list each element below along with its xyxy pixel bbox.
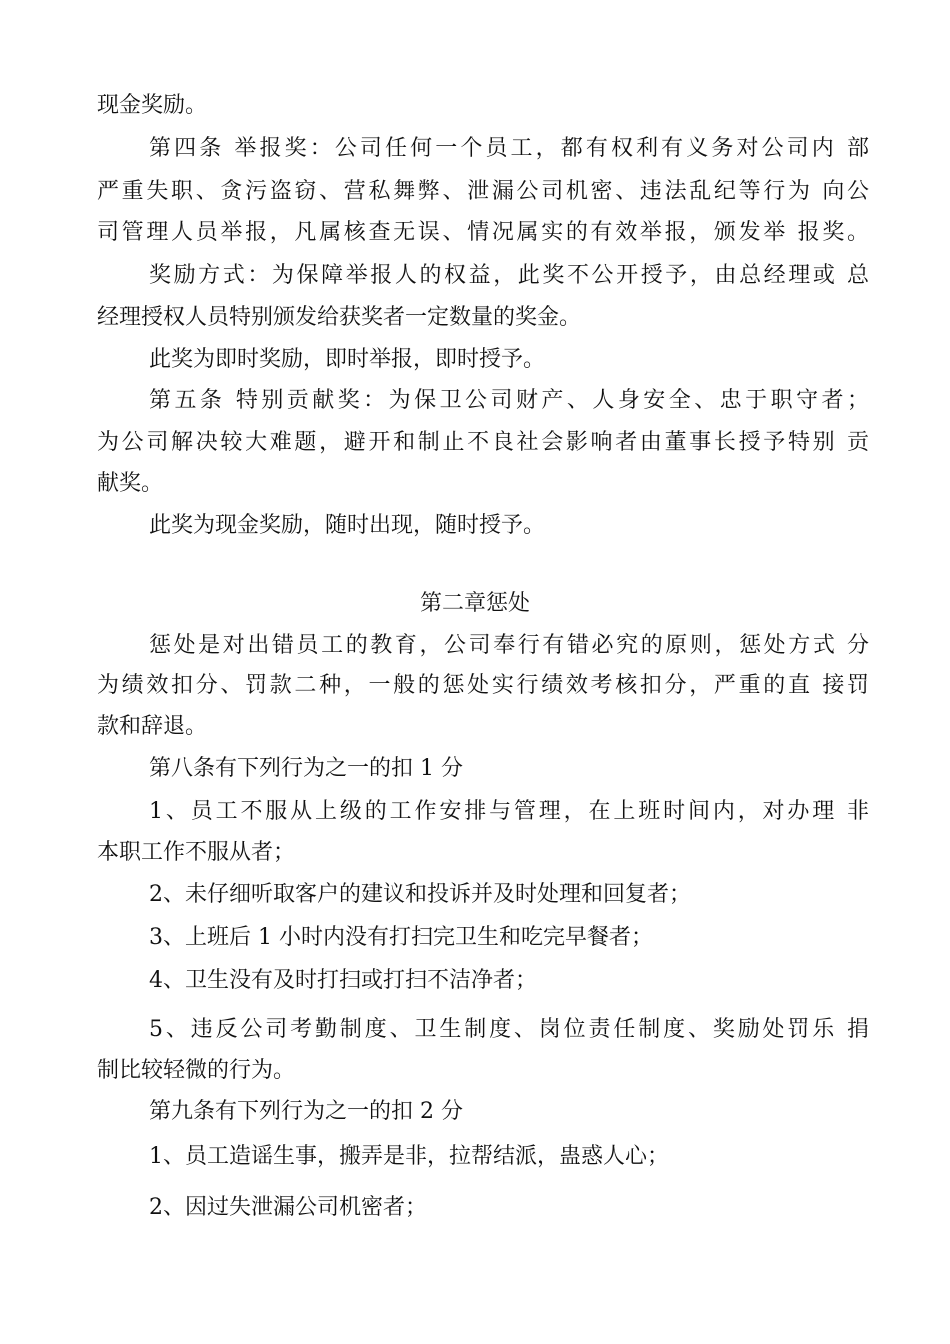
article5-line2: 为公司解决较大难题，避开和制止不良社会影响者由董事长授予特别 贡 [97, 430, 869, 455]
article8-item5-line2: 制比较轻微的行为。 [97, 1058, 296, 1083]
chapter2-intro-line2: 为绩效扣分、罚款二种，一般的惩处实行绩效考核扣分，严重的直 接罚 [97, 673, 869, 698]
chapter2-intro-line3: 款和辞退。 [97, 714, 208, 739]
article9-title: 第九条有下列行为之一的扣 2 分 [149, 1099, 463, 1124]
award-method-line2: 经理授权人员特别颁发给获奖者一定数量的奖金。 [97, 305, 582, 330]
intro-tail: 现金奖励。 [97, 93, 208, 118]
article8-item2: 2、未仔细听取客户的建议和投诉并及时处理和回复者； [149, 882, 691, 907]
article5-line1: 第五条 特别贡献奖：为保卫公司财产、人身安全、忠于职守者； [149, 388, 869, 413]
article8-item1-line2: 本职工作不服从者； [97, 840, 296, 865]
article8-title: 第八条有下列行为之一的扣 1 分 [149, 756, 463, 781]
award-method-line1: 奖励方式：为保障举报人的权益，此奖不公开授予，由总经理或 总 [149, 263, 869, 288]
article4-line2: 严重失职、贪污盗窃、营私舞弊、泄漏公司机密、违法乱纪等行为 向公 [97, 179, 869, 204]
article9-item1: 1、员工造谣生事，搬弄是非，拉帮结派，蛊惑人心； [149, 1144, 669, 1169]
chapter2-title: 第二章惩处 [419, 591, 530, 616]
instant-award: 此奖为即时奖励，即时举报，即时授予。 [149, 347, 546, 372]
chapter2-intro-line1: 惩处是对出错员工的教育，公司奉行有错必究的原则，惩处方式 分 [149, 633, 869, 658]
article8-item5-line1: 5、违反公司考勤制度、卫生制度、岗位责任制度、奖励处罚乐 捐 [149, 1017, 869, 1042]
article4-line3: 司管理人员举报，凡属核查无误、情况属实的有效举报，颁发举 报奖。 [97, 220, 869, 245]
article8-item3: 3、上班后 1 小时内没有打扫完卫生和吃完早餐者； [149, 925, 653, 950]
article8-item1-line1: 1、员工不服从上级的工作安排与管理，在上班时间内，对办理 非 [149, 799, 869, 824]
article8-item4: 4、卫生没有及时打扫或打扫不洁净者； [149, 968, 537, 993]
article9-item2: 2、因过失泄漏公司机密者； [149, 1195, 427, 1220]
article4-line1: 第四条 举报奖：公司任何一个员工，都有权利有义务对公司内 部 [149, 136, 869, 161]
cash-award: 此奖为现金奖励，随时出现，随时授予。 [149, 513, 546, 538]
article5-line3: 献奖。 [97, 471, 164, 496]
